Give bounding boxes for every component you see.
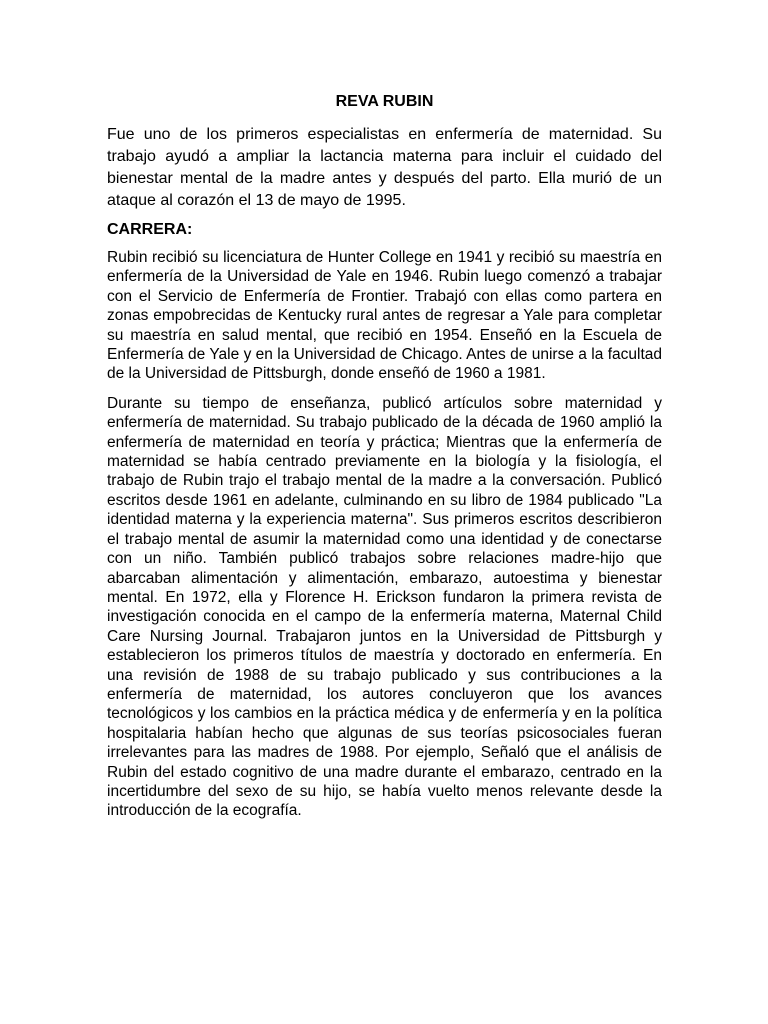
section-heading-carrera: CARRERA: <box>107 221 193 238</box>
career-paragraph: Rubin recibió su licenciatura de Hunter College en 1941 y recibió su maestría en enfermería de la Universidad de Yale en 1946. Rubin luego comenzó a trabajar con el Servicio de Enfermería de Frontier. Trabajó con ellas como partera en zonas empobrecidas de Kentucky rural antes de regresar a Yale para completar su maestría en salud mental, que recibió en 1954. Enseñó en la Escuela de Enfermería de Yale y en la Universidad de Chicago. Antes de unirse a la facultad de la Universidad de Pittsburgh, donde enseñó de 1960 a 1981. <box>107 249 662 383</box>
document-title: REVA RUBIN <box>335 93 434 110</box>
intro-paragraph: Fue uno de los primeros especialistas en enfermería de maternidad. Su trabajo ayudó a ampliar la lactancia materna para incluir el cuidado del bienestar mental de la madre antes y después del parto. Ella murió de un ataque al corazón el 13 de mayo de 1995. <box>107 126 662 209</box>
document-page <box>107 86 662 831</box>
publications-paragraph: Durante su tiempo de enseñanza, publicó artículos sobre maternidad y enfermería de maternidad. Su trabajo publicado de la década de 1960 amplió la enfermería de maternidad en teoría y práctica; Mientras que la enfermería de maternidad se había centrado previamente en la biología y la fisiología, el trabajo de Rubin trajo el trabajo mental de la madre a la conversación. Publicó escritos desde 1961 en adelante, culminando en su libro de 1984 publicado "La identidad materna y la experiencia materna". Sus primeros escritos describieron el trabajo mental de asumir la maternidad como una identidad y de conectarse con un niño. También publicó trabajos sobre relaciones madre-hijo que abarcaban alimentación y alimentación, embarazo, autoestima y bienestar mental. En 1972, ella y Florence H. Erickson fundaron la primera revista de investigación conocida en el campo de la enfermería materna, Maternal Child Care Nursing Journal. Trabajaron juntos en la Universidad de Pittsburgh y establecieron los primeros títulos de maestría y doctorado en enfermería. En una revisión de 1988 de su trabajo publicado y sus contribuciones a la enfermería de maternidad, los autores concluyeron que los avances tecnológicos y los cambios en la práctica médica y de enfermería y en la política hospitalaria habían hecho que algunas de sus teorías psicosociales fueran irrelevantes para las madres de 1988. Por ejemplo, Señaló que el análisis de Rubin del estado cognitivo de una madre durante el embarazo, centrado en la incertidumbre del sexo de su hijo, se había vuelto menos relevante desde la introducción de la ecografía. <box>107 394 662 820</box>
